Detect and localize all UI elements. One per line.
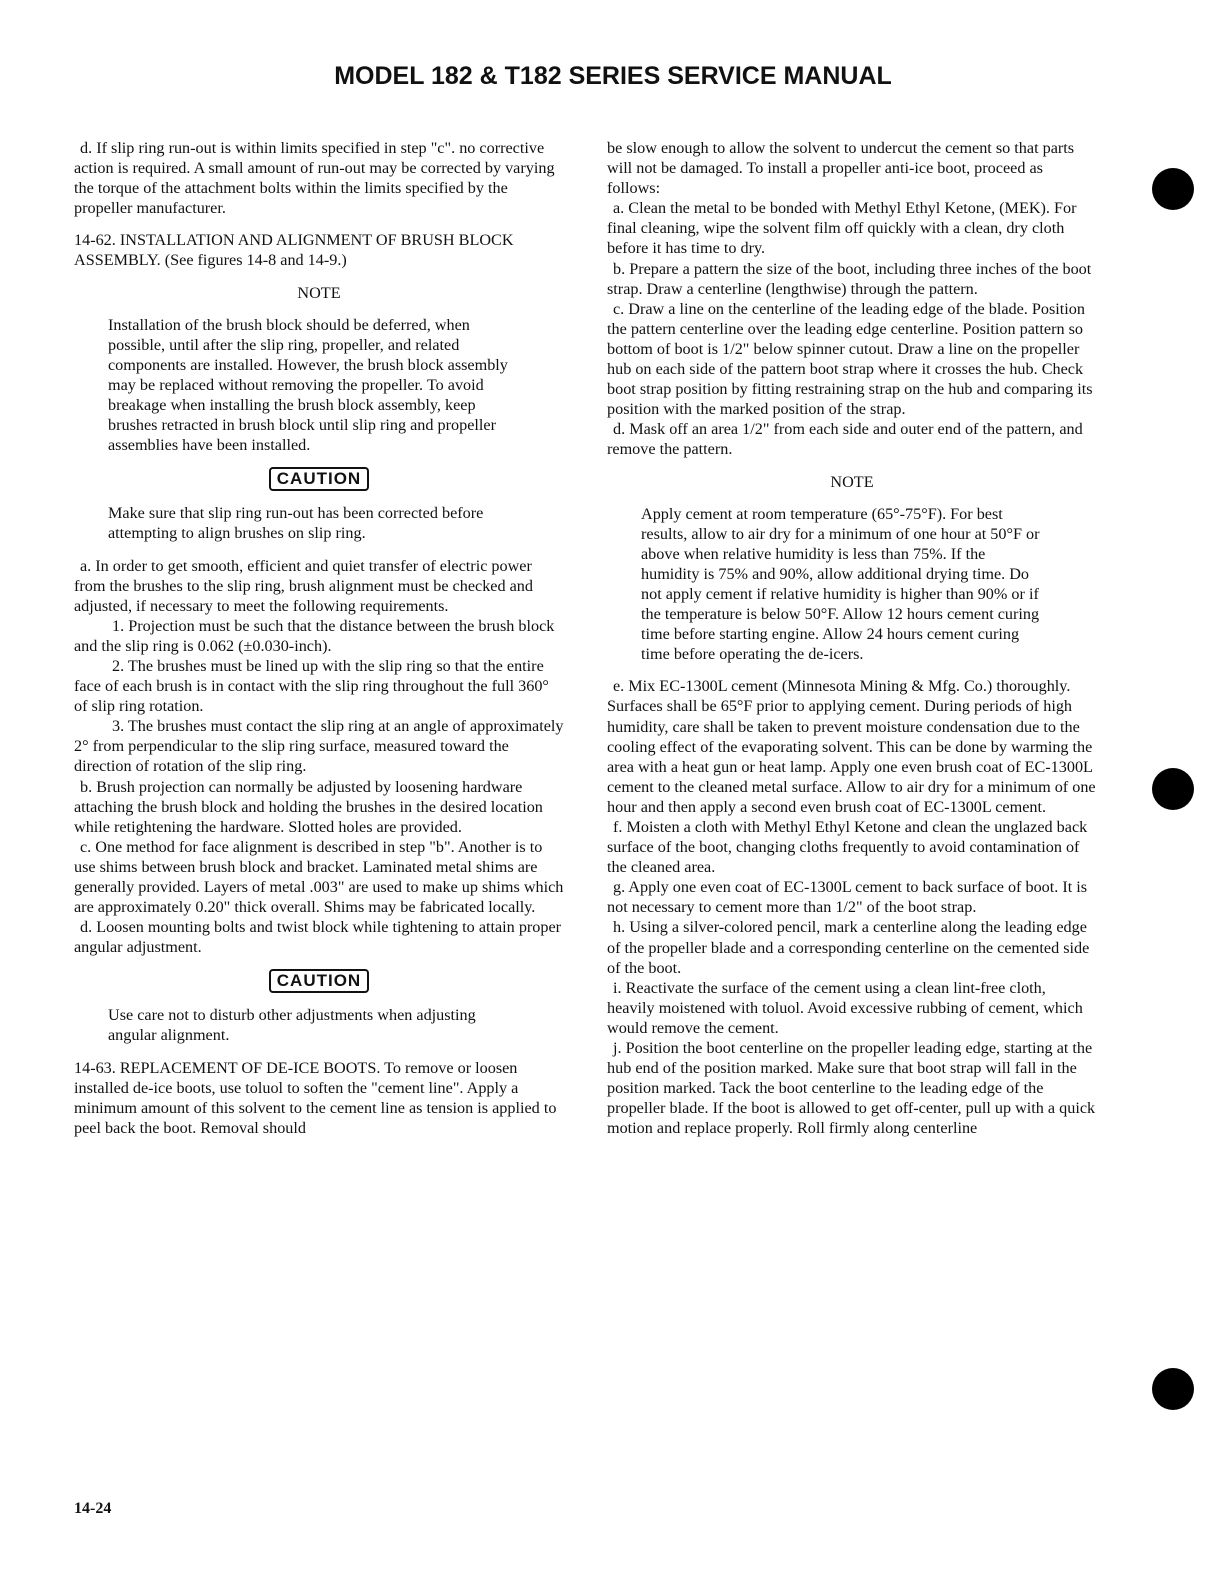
caution-label: CAUTION (269, 467, 369, 491)
boot-step-g: g. Apply one even coat of EC-1300L cement to back surface of boot. It is not necessary to cement more than 1/2" of the boot strap. (607, 878, 1088, 917)
step-a-1: 1. Projection must be such that the distance between the brush block and the slip ring is 0.062 (±0.030-inch). (74, 616, 555, 655)
page-number: 14-24 (74, 1500, 112, 1517)
note-text: Apply cement at room temperature (65°-75°F). For best results, allow to air dry for a minimum of one hour at 50°F or above when relative humidity is less than 75%. If the humidity is 75% and 90%, allow additional drying time. Do not apply cement if relative humidity is higher than 90% or if the temperature is below 50°F. Allow 12 hours cement curing time before starting engine. Allow 24 hours cement curing time before operating the de-icers. (641, 504, 1040, 664)
boot-step-d: d. Mask off an area 1/2" from each side and outer end of the pattern, and remove the pattern. (607, 420, 1083, 459)
boot-step-c: c. Draw a line on the centerline of the leading edge of the blade. Position the pattern centerline over the leading edge centerline. Position pattern so bottom of boot is 1/2" below spinner cutout. Draw a line on the propeller hub on each side of the pattern boot strap where it crosses the hub. Check boot strap position by fitting restraining strap on the hub and comparing its position with the marked position of the strap. (607, 299, 1093, 419)
step-b: b. Brush projection can normally be adjusted by loosening hardware attaching the brush block and holding the brushes in the desired location while retightening the hardware. Slotted holes are provided. (74, 777, 543, 836)
step-a-2: 2. The brushes must be lined up with the slip ring so that the entire face of each brush is in contact with the slip ring throughout the full 360° of slip ring rotation. (74, 656, 549, 716)
binder-hole (1152, 168, 1194, 210)
page-title: MODEL 182 & T182 SERIES SERVICE MANUAL (334, 62, 892, 90)
caution-label: CAUTION (269, 969, 369, 993)
boot-step-h: h. Using a silver-colored pencil, mark a centerline along the leading edge of the propeller blade and a corresponding centerline on the cemented side of the boot. (607, 918, 1090, 977)
boot-step-i: i. Reactivate the surface of the cement using a clean lint-free cloth, heavily moistened with toluol. Avoid excessive rubbing of cement, which would remove the cement. (607, 978, 1083, 1037)
step-a-3: 3. The brushes must contact the slip ring at an angle of approximately 2° from perpendicular to the slip ring surface, measured toward the direction of rotation of the slip ring. (74, 717, 564, 776)
binder-hole (1152, 768, 1194, 810)
caution-box-1 (74, 467, 564, 491)
note-title: NOTE (297, 283, 341, 302)
boot-step-a: a. Clean the metal to be bonded with Methyl Ethyl Ketone, (MEK). For final cleaning, wipe the solvent film off quickly with a clean, dry cloth before it has time to dry. (607, 199, 1077, 258)
boot-step-b: b. Prepare a pattern the size of the boot, including three inches of the boot strap. Draw a centerline (lengthwise) through the pattern. (607, 259, 1092, 298)
section-14-63-text: 14-63. REPLACEMENT OF DE-ICE BOOTS. To remove or loosen installed de-ice boots, use toluol to soften the "cement line". Apply a minimum amount of this solvent to the cement line as tension is applied to peel back the boot. Removal should (74, 1058, 557, 1137)
caution-text-1: Make sure that slip ring run-out has been corrected before attempting to align brushes on slip ring. (108, 504, 484, 543)
left-column (74, 138, 564, 1138)
step-c: c. One method for face alignment is described in step "b". Another is to use shims between brush block and bracket. Laminated metal shims are generally provided. Layers of metal .003" are used to make up shims which are approximately 0.20" thick overall. Shims may be fabricated locally. (74, 837, 564, 917)
section-14-62-heading: 14-62. INSTALLATION AND ALIGNMENT OF BRUSH BLOCK ASSEMBLY. (See figures 14-8 and 14-9.) (74, 231, 514, 270)
step-d-intro: d. If slip ring run-out is within limits specified in step "c". no corrective action is required. A small amount of run-out may be corrected by varying the torque of the attachment bolts within the limits specified by the propeller manufacturer. (74, 139, 555, 218)
note-title: NOTE (830, 472, 874, 491)
binder-hole (1152, 1368, 1194, 1410)
step-d: d. Loosen mounting bolts and twist block while tightening to attain proper angular adjustment. (74, 918, 562, 957)
right-column (607, 138, 1097, 1139)
caution-box-2 (74, 969, 564, 993)
boot-step-j: j. Position the boot centerline on the propeller leading edge, starting at the hub end of the position marked. Make sure that boot strap will fall in the position marked. Tack the boot centerline to the leading edge of the propeller blade. If the boot is allowed to get off-center, pull up with a quick motion and replace properly. Roll firmly along centerline (607, 1039, 1096, 1138)
boot-step-f: f. Moisten a cloth with Methyl Ethyl Ketone and clean the unglazed back surface of the boot, changing cloths frequently to avoid contamination of the cleaned area. (607, 818, 1088, 877)
note-text: Installation of the brush block should be deferred, when possible, until after the slip ring, propeller, and related components are installed. However, the brush block assembly may be replaced without removing the propeller. To avoid breakage when installing the brush block assembly, keep brushes retracted in brush block until slip ring and propeller assemblies have been installed. (108, 315, 508, 455)
continued-text: be slow enough to allow the solvent to undercut the cement so that parts will not be damaged. To install a propeller anti-ice boot, proceed as follows: (607, 139, 1075, 198)
caution-text-2: Use care not to disturb other adjustments when adjusting angular alignment. (108, 1006, 476, 1045)
step-a: a. In order to get smooth, efficient and quiet transfer of electric power from the brushes to the slip ring, brush alignment must be checked and adjusted, if necessary to meet the following requirements. (74, 556, 533, 615)
boot-step-e: e. Mix EC-1300L cement (Minnesota Mining & Mfg. Co.) thoroughly. Surfaces shall be 65°F prior to applying cement. During periods of high humidity, care shall be taken to prevent moisture condensation due to the cooling effect of the evaporating solvent. This can be done by warming the area with a heat gun or heat lamp. Apply one even brush coat of EC-1300L cement to the cleaned metal surface. Allow to air dry for a minimum of one hour and then apply a second even brush coat of EC-1300L cement. (607, 677, 1096, 816)
